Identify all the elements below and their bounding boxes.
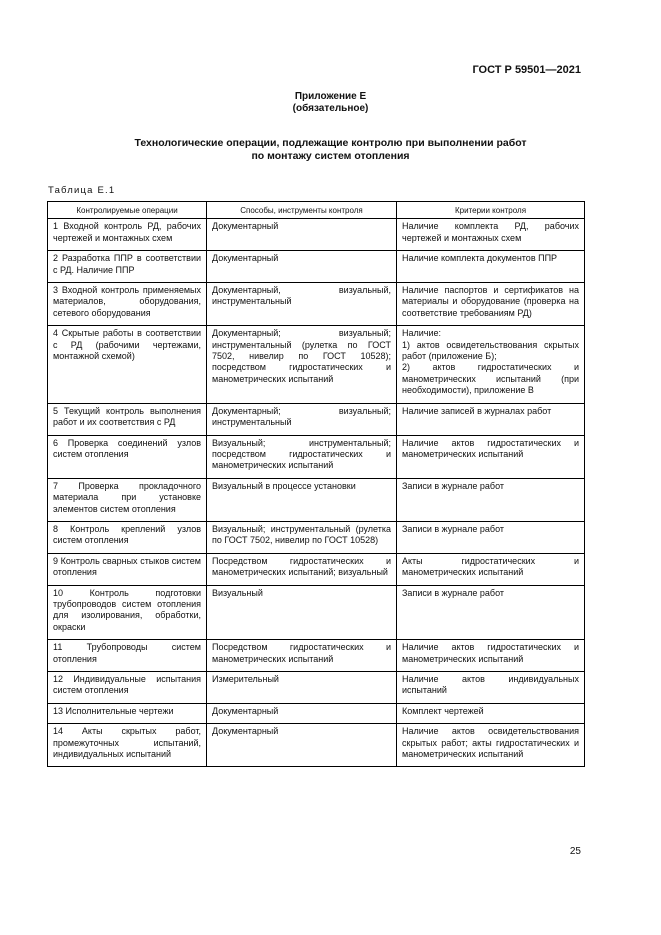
- method-cell: Посредством гидростатических и манометрических испытаний; визуальный: [207, 553, 397, 585]
- method-cell: Документарный: [207, 251, 397, 283]
- operation-cell: 7 Проверка прокладочного материала при установке элементов систем отопления: [48, 478, 207, 521]
- operation-cell: 8 Контроль креплений узлов систем отопления: [48, 521, 207, 553]
- criteria-cell: Наличие актов гидростатических и манометрических испытаний: [397, 435, 585, 478]
- table-caption: Таблица Е.1: [48, 185, 116, 196]
- operation-cell: 6 Проверка соединений узлов систем отопления: [48, 435, 207, 478]
- operation-cell: 4 Скрытые работы в соответствии с РД (рабочими чертежами, монтажной схемой): [48, 326, 207, 403]
- document-title-line-2: по монтажу систем отопления: [251, 150, 410, 162]
- operation-cell: 11 Трубопроводы систем отопления: [48, 640, 207, 672]
- operation-cell: 10 Контроль подготовки трубопроводов систем отопления для изолирования, обработки, окраски: [48, 585, 207, 640]
- table-row: [48, 553, 585, 585]
- method-cell: Документарный; визуальный; инструментальный: [207, 403, 397, 435]
- column-header-operations: Контролируемые операции: [48, 202, 207, 219]
- criteria-cell: Наличие записей в журналах работ: [397, 403, 585, 435]
- criteria-cell: Записи в журнале работ: [397, 521, 585, 553]
- page-number: 25: [569, 846, 581, 857]
- appendix-title: Приложение Е: [294, 91, 367, 102]
- criteria-cell: Наличие актов индивидуальных испытаний: [397, 672, 585, 704]
- criteria-line: Наличие:: [402, 328, 442, 339]
- operation-cell: 12 Индивидуальные испытания систем отопления: [48, 672, 207, 704]
- table-row: [48, 326, 585, 403]
- table-row: [48, 724, 585, 767]
- column-header-criteria: Критерии контроля: [397, 202, 585, 219]
- table-row: [48, 435, 585, 478]
- operation-cell: 1 Входной контроль РД, рабочих чертежей и монтажных схем: [48, 219, 207, 251]
- operation-cell: 14 Акты скрытых работ, промежуточных испытаний, индивидуальных испытаний: [48, 724, 207, 767]
- document-title-line-1: Технологические операции, подлежащие контролю при выполнении работ: [134, 137, 527, 149]
- criteria-cell: Комплект чертежей: [397, 703, 585, 723]
- method-cell: Визуальный; инструментальный; посредством гидростатических и манометрических испытаний: [207, 435, 397, 478]
- method-cell: Документарный: [207, 703, 397, 723]
- method-cell: Визуальный: [207, 585, 397, 640]
- control-table: [47, 201, 585, 767]
- method-cell: Визуальный; инструментальный (рулетка по ГОСТ 7502, нивелир по ГОСТ 10528): [207, 521, 397, 553]
- operation-cell: 13 Исполнительные чертежи: [48, 703, 207, 723]
- table-row: [48, 521, 585, 553]
- method-cell: Документарный; визуальный; инструментальный (рулетка по ГОСТ 7502, нивелир по ГОСТ 10528); посредством гидростатических и манометрических испытаний: [207, 326, 397, 403]
- table-row: [48, 640, 585, 672]
- criteria-line: 1) актов освидетельствования скрытых работ (приложение Б);: [402, 339, 579, 362]
- criteria-cell: Наличие паспортов и сертификатов на материалы и оборудование (проверка на соответствие требованиям РД): [397, 283, 585, 326]
- table-row: [48, 585, 585, 640]
- table-row: [48, 478, 585, 521]
- table-row: [48, 672, 585, 704]
- method-cell: Документарный, визуальный, инструментальный: [207, 283, 397, 326]
- appendix-status: (обязательное): [292, 103, 369, 114]
- table-row: [48, 283, 585, 326]
- criteria-line: 2) актов гидростатических и манометрических испытаний (при необходимости), приложение В: [402, 362, 579, 396]
- operation-cell: 2 Разработка ППР в соответствии с РД. Наличие ППР: [48, 251, 207, 283]
- criteria-cell: [397, 326, 585, 403]
- table-row: [48, 703, 585, 723]
- criteria-cell: Наличие комплекта документов ППР: [397, 251, 585, 283]
- criteria-cell: Записи в журнале работ: [397, 585, 585, 640]
- document-title: [0, 137, 661, 163]
- criteria-cell: Наличие актов гидростатических и манометрических испытаний: [397, 640, 585, 672]
- standard-number: ГОСТ Р 59501—2021: [472, 64, 581, 76]
- operation-cell: 3 Входной контроль применяемых материалов, оборудования, сетевого оборудования: [48, 283, 207, 326]
- method-cell: Документарный: [207, 219, 397, 251]
- criteria-cell: Акты гидростатических и манометрических испытаний: [397, 553, 585, 585]
- table-row: [48, 251, 585, 283]
- table-row: [48, 403, 585, 435]
- criteria-cell: Наличие актов освидетельствования скрытых работ; акты гидростатических и манометрических испытаний: [397, 724, 585, 767]
- criteria-cell: Записи в журнале работ: [397, 478, 585, 521]
- column-header-methods: Способы, инструменты контроля: [207, 202, 397, 219]
- operation-cell: 9 Контроль сварных стыков систем отопления: [48, 553, 207, 585]
- method-cell: Измерительный: [207, 672, 397, 704]
- operation-cell: 5 Текущий контроль выполнения работ и их соответствия с РД: [48, 403, 207, 435]
- criteria-cell: Наличие комплекта РД, рабочих чертежей и монтажных схем: [397, 219, 585, 251]
- table-row: [48, 219, 585, 251]
- method-cell: Визуальный в процессе установки: [207, 478, 397, 521]
- table-header-row: [48, 202, 585, 219]
- method-cell: Документарный: [207, 724, 397, 767]
- method-cell: Посредством гидростатических и манометрических испытаний: [207, 640, 397, 672]
